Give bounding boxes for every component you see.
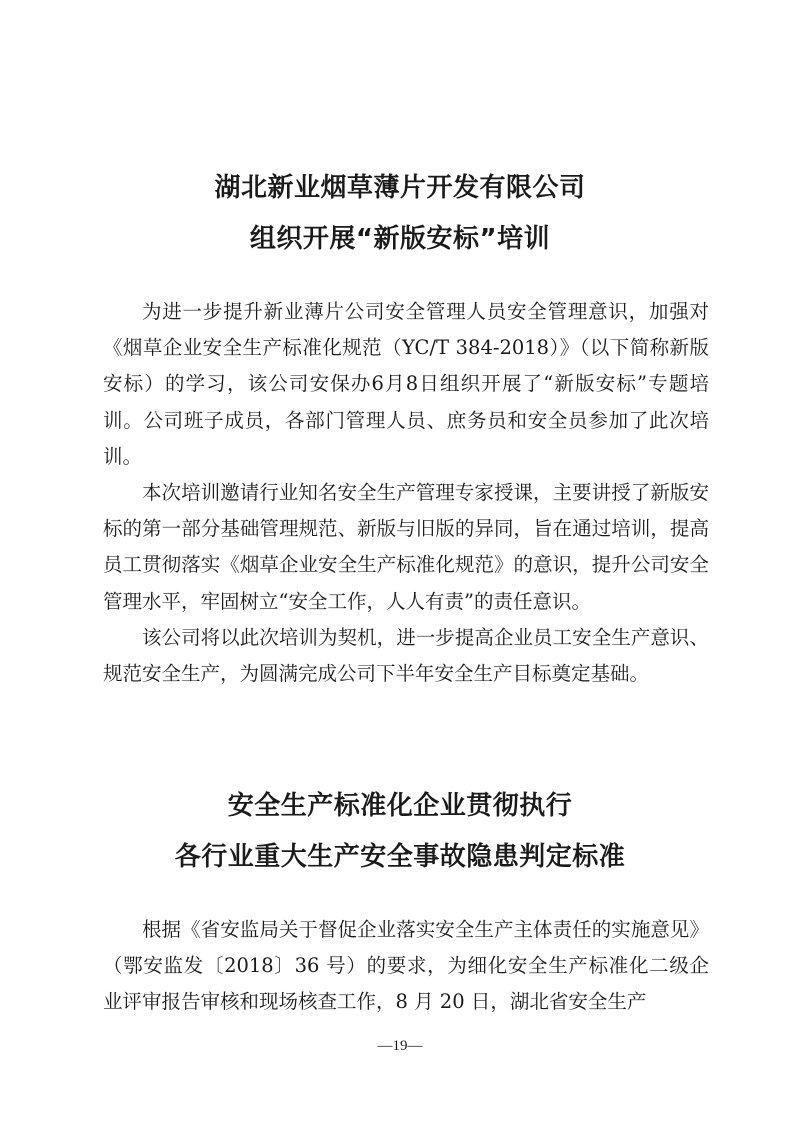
article1-title-line1: 湖北新业烟草薄片开发有限公司 bbox=[214, 173, 586, 203]
article2-title-line1: 安全生产标准化企业贯彻执行 bbox=[227, 791, 573, 821]
article2-paragraph-1: 根据《省安监局关于督促企业落实安全生产主体责任的实施意见》（鄂安监发〔2018〕36 号）的要求，为细化安全生产标准化二级企业评审报告审核和现场核查工作，8 月 20 日，湖北省安全生产 bbox=[103, 918, 709, 1014]
article2-title-line2: 各行业重大生产安全事故隐患判定标准 bbox=[174, 842, 626, 872]
article1-title-line2: 组织开展“新版安标”培训 bbox=[249, 224, 551, 254]
page-number: —19— bbox=[377, 1038, 423, 1054]
article1-paragraph-3: 该公司将以此次培训为契机，进一步提高企业员工安全生产意识、规范安全生产，为圆满完成公司下半年安全生产目标奠定基础。 bbox=[103, 626, 709, 686]
article1-paragraph-2: 本次培训邀请行业知名安全生产管理专家授课，主要讲授了新版安标的第一部分基础管理规范、新版与旧版的异同，旨在通过培训，提高员工贯彻落实《烟草企业安全生产标准化规范》的意识，提升公司安全管理水平，牢固树立“安全工作，人人有责”的责任意识。 bbox=[103, 481, 709, 613]
article1-paragraph-1: 为进一步提升新业薄片公司安全管理人员安全管理意识，加强对《烟草企业安全生产标准化规范（YC/T 384-2018）》（以下简称新版安标）的学习，该公司安保办6月8日组织开展了“新版安标”专题培训。公司班子成员，各部门管理人员、庶务员和安全员参加了此次培训。 bbox=[103, 300, 709, 468]
